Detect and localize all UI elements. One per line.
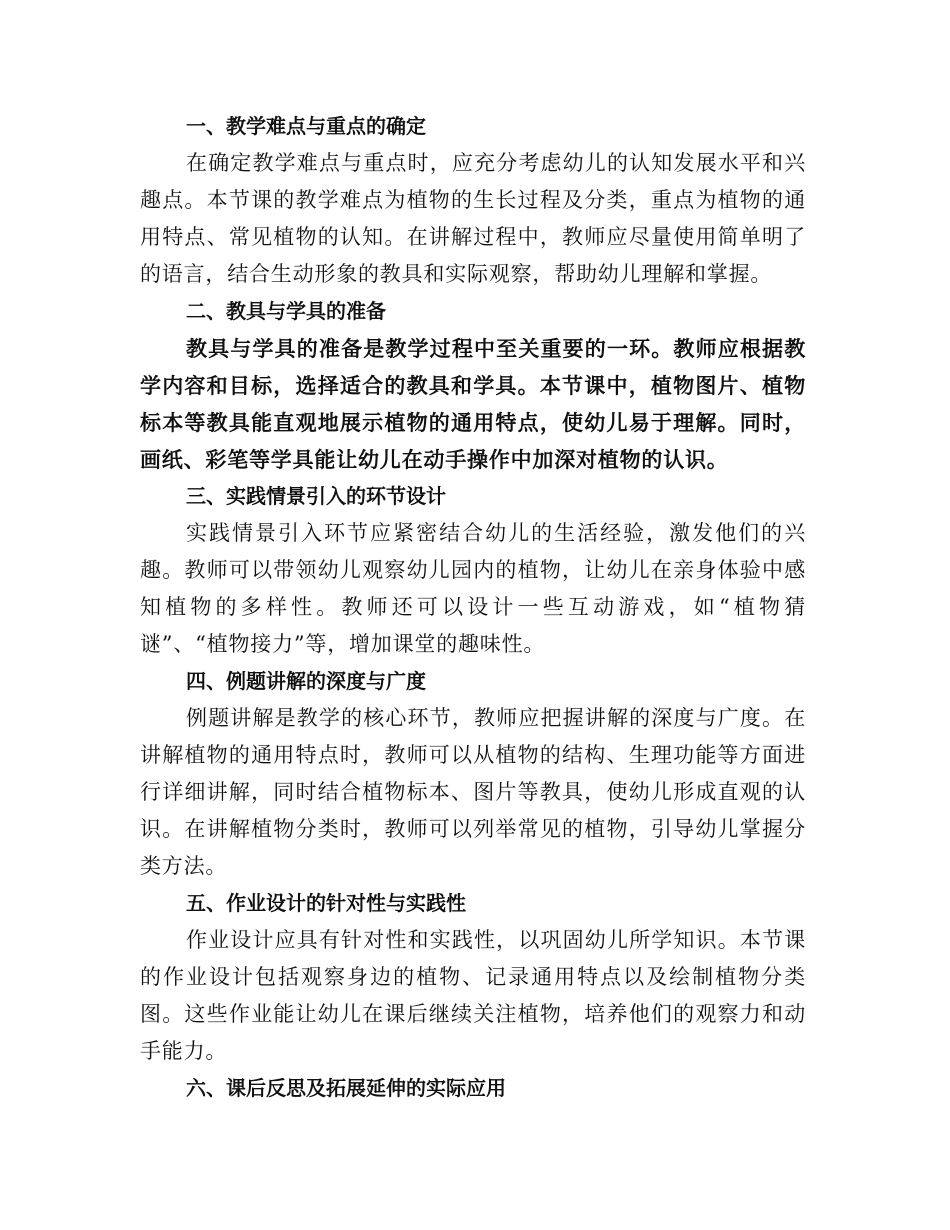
section-heading: 六、课后反思及拓展延伸的实际应用 — [186, 1076, 506, 1100]
section-3 — [140, 478, 806, 663]
section-paragraph: 教具与学具的准备是教学过程中至关重要的一环。教师应根据教学内容和目标，选择适合的教具和学具。本节课中，植物图片、植物标本等教具能直观地展示植物的通用特点，使幼儿易于理解。同时，画纸、彩笔等学具能让幼儿在动手操作中加深对植物的认识。 — [140, 336, 806, 472]
section-2 — [140, 293, 806, 478]
section-paragraph: 实践情景引入环节应紧密结合幼儿的生活经验，激发他们的兴趣。教师可以带领幼儿观察幼儿园内的植物，让幼儿在亲身体验中感知植物的多样性。教师还可以设计一些互动游戏，如“植物猜谜”、“植物接力”等，增加课堂的趣味性。 — [140, 521, 806, 656]
section-heading: 三、实践情景引入的环节设计 — [186, 484, 446, 508]
section-5 — [140, 885, 806, 1070]
section-paragraph: 在确定教学难点与重点时，应充分考虑幼儿的认知发展水平和兴趣点。本节课的教学难点为植物的生长过程及分类，重点为植物的通用特点、常见植物的认知。在讲解过程中，教师应尽量使用简单明了的语言，结合生动形象的教具和实际观察，帮助幼儿理解和掌握。 — [140, 151, 806, 286]
section-1 — [140, 108, 806, 293]
section-heading: 一、教学难点与重点的确定 — [186, 114, 426, 138]
section-heading: 五、作业设计的针对性与实践性 — [186, 891, 466, 915]
section-paragraph: 作业设计应具有针对性和实践性，以巩固幼儿所学知识。本节课的作业设计包括观察身边的植物、记录通用特点以及绘制植物分类图。这些作业能让幼儿在课后继续关注植物，培养他们的观察力和动手能力。 — [140, 928, 806, 1063]
section-4 — [140, 663, 806, 885]
document-page — [140, 108, 806, 1107]
section-paragraph: 例题讲解是教学的核心环节，教师应把握讲解的深度与广度。在讲解植物的通用特点时，教师可以从植物的结构、生理功能等方面进行详细讲解，同时结合植物标本、图片等教具，使幼儿形成直观的认识。在讲解植物分类时，教师可以列举常见的植物，引导幼儿掌握分类方法。 — [140, 706, 806, 878]
section-heading: 二、教具与学具的准备 — [186, 299, 386, 323]
section-6 — [140, 1070, 806, 1107]
section-heading: 四、例题讲解的深度与广度 — [186, 669, 426, 693]
